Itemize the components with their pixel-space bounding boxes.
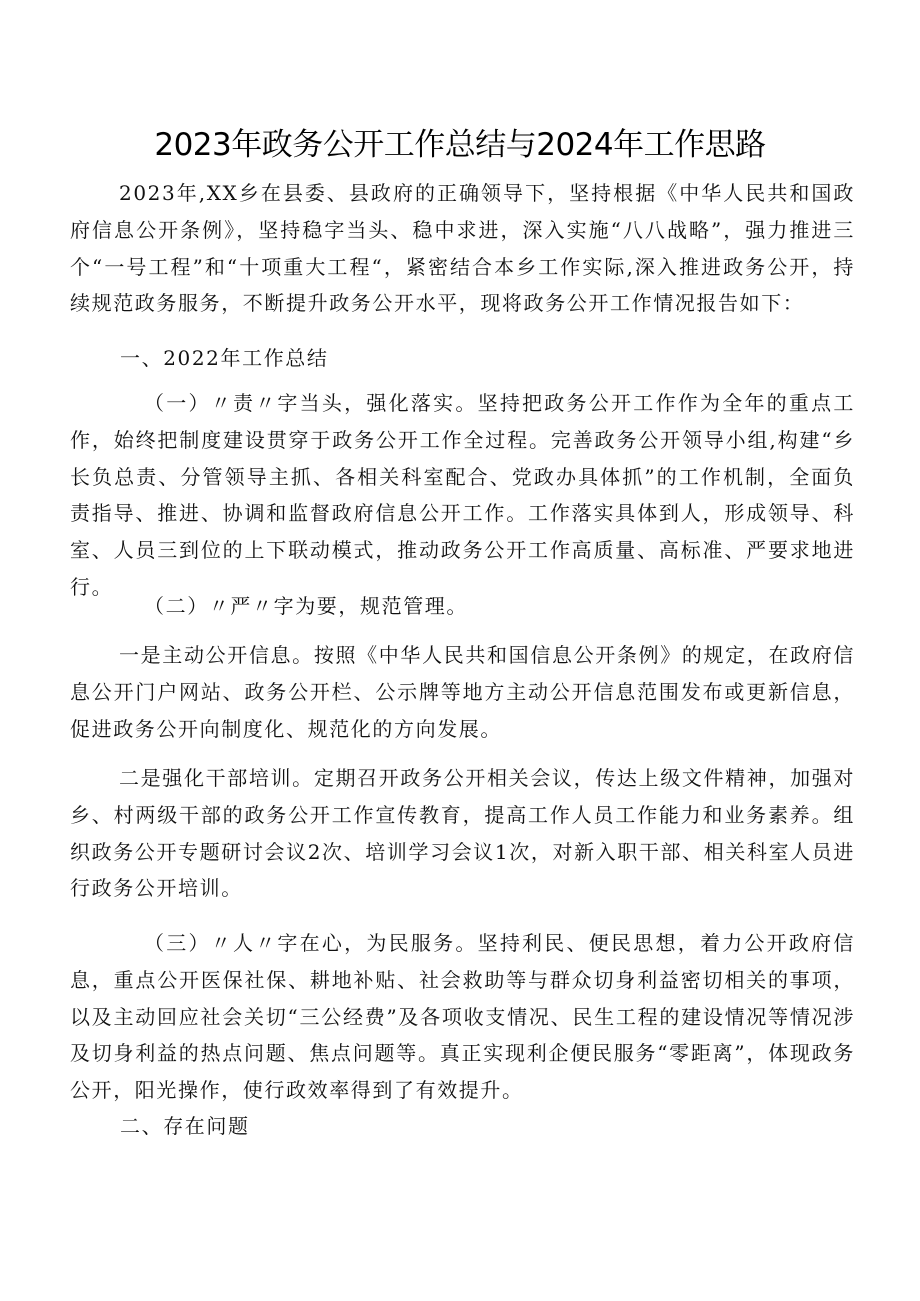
item-1-paragraph: （一）〃责〃字当头，强化落实。坚持把政务公开工作作为全年的重点工作，始终把制度建设贯穿于政务公开工作全过程。完善政务公开领导小组,构建“乡长负总责、分管领导主抓、各相关科室配合、党政办具体抓”的工作机制，全面负责指导、推进、协调和监督政府信息公开工作。工作落实具体到人，形成领导、科室、人员三到位的上下联动模式，推动政务公开工作高质量、高标准、严要求地进行。 — [70, 391, 855, 599]
intro-paragraph: 2023年,XX乡在县委、县政府的正确领导下，坚持根据《中华人民共和国政府信息公开条例》，坚持稳字当头、稳中求进，深入实施“八八战略”，强力推进三个“一号工程”和“十项重大工程“，紧密结合本乡工作实际,深入推进政务公开，持续规范政务服务，不断提升政务公开水平，现将政务公开工作情况报告如下： — [70, 181, 855, 316]
item-3-paragraph: （三）〃人〃字在心，为民服务。坚持利民、便民思想，着力公开政府信息，重点公开医保社保、耕地补贴、社会救助等与群众切身利益密切相关的事项，以及主动回应社会关切“三公经费”及各项收支情况、民生工程的建设情况等情况涉及切身利益的热点问题、焦点问题等。真正实现利企便民服务“零距离”，体现政务公开，阳光操作，使行政效率得到了有效提升。 — [70, 931, 855, 1103]
section-heading-summary: 一、2022年工作总结 — [120, 346, 329, 370]
section-heading-problems: 二、存在问题 — [120, 1114, 250, 1138]
item-2-point-1-paragraph: 一是主动公开信息。按照《中华人民共和国信息公开条例》的规定，在政府信息公开门户网站、政务公开栏、公示牌等地方主动公开信息范围发布或更新信息，促进政务公开向制度化、规范化的方向发展。 — [70, 643, 855, 741]
item-2-point-2-paragraph: 二是强化干部培训。定期召开政务公开相关会议，传达上级文件精神，加强对乡、村两级干部的政务公开工作宣传教育，提高工作人员工作能力和业务素养。组织政务公开专题研讨会议2次、培训学习会议1次，对新入职干部、相关科室人员进行政务公开培训。 — [70, 766, 855, 901]
document-title: 2023年政务公开工作总结与2024年工作思路 — [154, 127, 766, 163]
item-2-heading: （二）〃严〃字为要，规范管理。 — [144, 594, 468, 618]
